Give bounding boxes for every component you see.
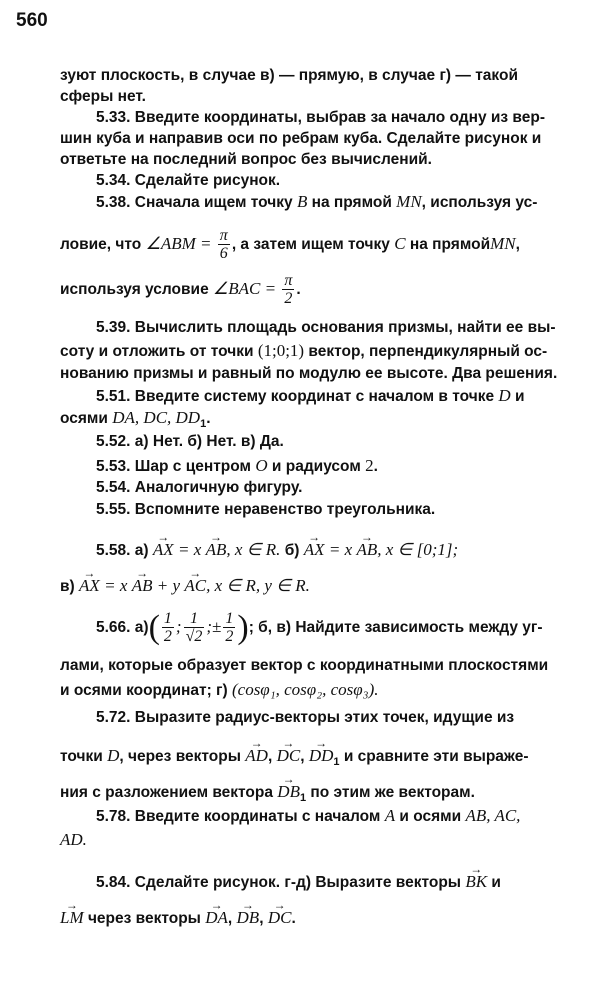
problem-number: 5.66.	[96, 619, 131, 636]
math: MN	[396, 192, 422, 211]
text: нованию призмы и равный по модулю ее высоте. Два решения.	[60, 365, 558, 382]
paren: (	[148, 608, 160, 646]
vector: → AX	[153, 534, 174, 560]
problem-5-39	[96, 318, 596, 338]
vector: → AB	[132, 570, 153, 596]
text: зуют плоскость, в случае в) — прямую, в случае г) — такой	[60, 67, 518, 84]
text: .	[206, 410, 211, 427]
problem-number: 5.54.	[96, 479, 131, 496]
math: DA, DC, DD	[112, 408, 201, 427]
text: Сделайте рисунок. г-д) Выразите векторы	[134, 874, 462, 891]
text: лами, которые образует вектор с координатными плоскостями	[60, 657, 549, 674]
denominator: 6	[219, 245, 228, 263]
vector: → BK	[465, 866, 487, 892]
text: а)	[134, 619, 149, 636]
text: .	[296, 281, 301, 298]
math: B	[296, 192, 308, 211]
text: б)	[284, 542, 300, 559]
vector: → DD	[309, 740, 334, 766]
text: ния с разложением вектора	[60, 784, 273, 801]
problem-5-55	[96, 500, 596, 520]
vector: → DB	[277, 776, 300, 802]
vector: → DC	[268, 902, 292, 928]
denominator: 2	[163, 628, 172, 646]
text: точки	[60, 748, 103, 765]
text: Вычислить площадь основания призмы, найти ее вы-	[134, 319, 556, 336]
text: на прямой	[311, 194, 392, 211]
math: MN	[490, 234, 516, 253]
math: D	[498, 386, 511, 405]
text: по этим же векторам.	[310, 784, 475, 801]
math: = x	[328, 540, 353, 559]
problem-number: 5.53.	[96, 458, 131, 475]
text: , через векторы	[119, 748, 241, 765]
problem-number: 5.58.	[96, 542, 131, 559]
text: , используя ус-	[421, 194, 538, 211]
text-line	[60, 150, 590, 170]
math: D	[107, 746, 120, 765]
text: Шар с центром	[134, 458, 251, 475]
text-line	[60, 226, 590, 263]
denominator: 2	[225, 628, 234, 646]
math: + y	[156, 576, 181, 595]
vector: → AX	[304, 534, 325, 560]
text-line	[60, 341, 590, 362]
problem-number: 5.78.	[96, 808, 131, 825]
math: = x	[104, 576, 128, 595]
fraction	[184, 610, 205, 645]
math: C	[394, 234, 406, 253]
problem-number: 5.55.	[96, 501, 131, 518]
text-line: → LM через векторы → DA, → DB, → DC.	[60, 902, 590, 929]
text: на прямой	[409, 236, 491, 253]
math: = x	[178, 540, 202, 559]
problem-5-84	[96, 866, 596, 893]
text: ; б, в) Найдите зависимость между уг-	[248, 619, 543, 636]
denominator: 2	[284, 290, 293, 308]
problem-5-51	[96, 386, 596, 407]
text-line	[60, 570, 590, 597]
math: (cosφ₁, cosφ₂, cosφ₃).	[231, 680, 379, 699]
text: Введите систему координат с началом в точке	[134, 388, 495, 405]
problem-number: 5.84.	[96, 874, 131, 891]
vector: → AC	[184, 570, 206, 596]
vector: → AB	[206, 534, 227, 560]
text: и	[491, 874, 501, 891]
text: и осями	[399, 808, 462, 825]
text: Выразите радиус-векторы этих точек, идущие из	[134, 709, 515, 726]
math: , x ∈ R.	[226, 540, 281, 559]
math: AD.	[60, 830, 87, 849]
denominator: √2	[185, 628, 203, 646]
problem-number: 5.72.	[96, 709, 131, 726]
text: ответьте на последний вопрос без вычислений.	[60, 151, 432, 168]
paren: )	[237, 608, 249, 646]
text: Аналогичную фигуру.	[134, 479, 303, 496]
problem-5-52	[96, 432, 596, 452]
text: используя условие	[60, 281, 209, 298]
text-line: точки D, через векторы → AD, → DC, → $DD_1$ и сравните эти выраже-	[60, 740, 590, 772]
text: Введите координаты, выбрав за начало одну из вер-	[134, 109, 546, 126]
math: AB, AC,	[465, 806, 521, 825]
text: .	[373, 458, 378, 475]
text: Вспомните неравенство треугольника.	[134, 501, 436, 518]
vector: → AD	[245, 740, 268, 766]
text-line	[60, 830, 590, 851]
problem-number: 5.34.	[96, 172, 131, 189]
text-line	[60, 129, 590, 149]
text-line	[60, 87, 590, 107]
numerator: π	[219, 227, 228, 245]
problem-number: 5.51.	[96, 388, 131, 405]
text: шин куба и направив оси по ребрам куба. Сделайте рисунок и	[60, 130, 542, 147]
text-line	[60, 408, 590, 434]
text: Введите координаты с началом	[134, 808, 381, 825]
text: сферы нет.	[60, 88, 146, 105]
numerator: 1	[184, 610, 205, 628]
text-line	[60, 66, 590, 86]
math: ∠ABM =	[145, 234, 212, 253]
math: ;±	[206, 617, 222, 636]
text: через векторы	[87, 910, 201, 927]
vector: → DB	[237, 902, 260, 928]
math: ∠BAC =	[213, 279, 277, 298]
problem-5-66	[96, 606, 596, 649]
vector: → AX	[79, 570, 100, 596]
text: и радиусом	[271, 458, 361, 475]
page-number: 560	[16, 10, 48, 31]
text: и	[515, 388, 525, 405]
problem-number: 5.38.	[96, 194, 131, 211]
text: вектор, перпендикулярный ос-	[308, 343, 548, 360]
text: .	[291, 910, 296, 927]
problem-5-58	[96, 534, 596, 561]
text: осями	[60, 410, 108, 427]
fraction	[223, 610, 235, 645]
math: A	[384, 806, 396, 825]
text-line	[60, 776, 590, 808]
text: , а затем ищем точку	[231, 236, 390, 253]
math: 2	[365, 456, 374, 475]
problem-5-53	[96, 456, 596, 477]
math: , x ∈ [0;1];	[377, 540, 459, 559]
fraction	[218, 227, 230, 262]
math: (1;0;1)	[257, 341, 305, 360]
subscript: 1	[333, 756, 340, 769]
problem-5-38	[96, 192, 596, 213]
text-line	[60, 680, 590, 701]
vector: → DC	[277, 740, 301, 766]
problem-5-34	[96, 171, 596, 191]
fraction	[282, 272, 294, 307]
problem-5-54	[96, 478, 596, 498]
problem-number: 5.39.	[96, 319, 131, 336]
problem-5-33	[96, 108, 596, 128]
math: ;	[175, 617, 182, 636]
math: O	[255, 456, 268, 475]
text: Сначала ищем точку	[134, 194, 293, 211]
text: а)	[134, 542, 149, 559]
text: и осями координат; г)	[60, 682, 228, 699]
text: и сравните эти выраже-	[343, 748, 529, 765]
numerator: 1	[163, 610, 172, 628]
text-line	[60, 271, 590, 308]
text: ,	[515, 236, 520, 253]
text-line	[60, 656, 590, 676]
text: Сделайте рисунок.	[134, 172, 281, 189]
numerator: 1	[225, 610, 234, 628]
vector: → AB	[356, 534, 377, 560]
problem-5-78	[96, 806, 596, 827]
subscript: 1	[200, 418, 207, 431]
text: а) Нет. б) Нет. в) Да.	[134, 433, 284, 450]
fraction	[162, 610, 174, 645]
vector: → DA	[205, 902, 228, 928]
problem-number: 5.33.	[96, 109, 131, 126]
text: ловие, что	[60, 236, 142, 253]
vector: → LM	[60, 902, 84, 928]
subscript: 1	[299, 792, 307, 805]
problem-number: 5.52.	[96, 433, 131, 450]
problem-5-72	[96, 708, 596, 728]
text-line	[60, 364, 590, 384]
text: соту и отложить от точки	[60, 343, 254, 360]
numerator: π	[284, 272, 293, 290]
text: в)	[60, 578, 75, 595]
math: , x ∈ R, y ∈ R.	[206, 576, 310, 595]
